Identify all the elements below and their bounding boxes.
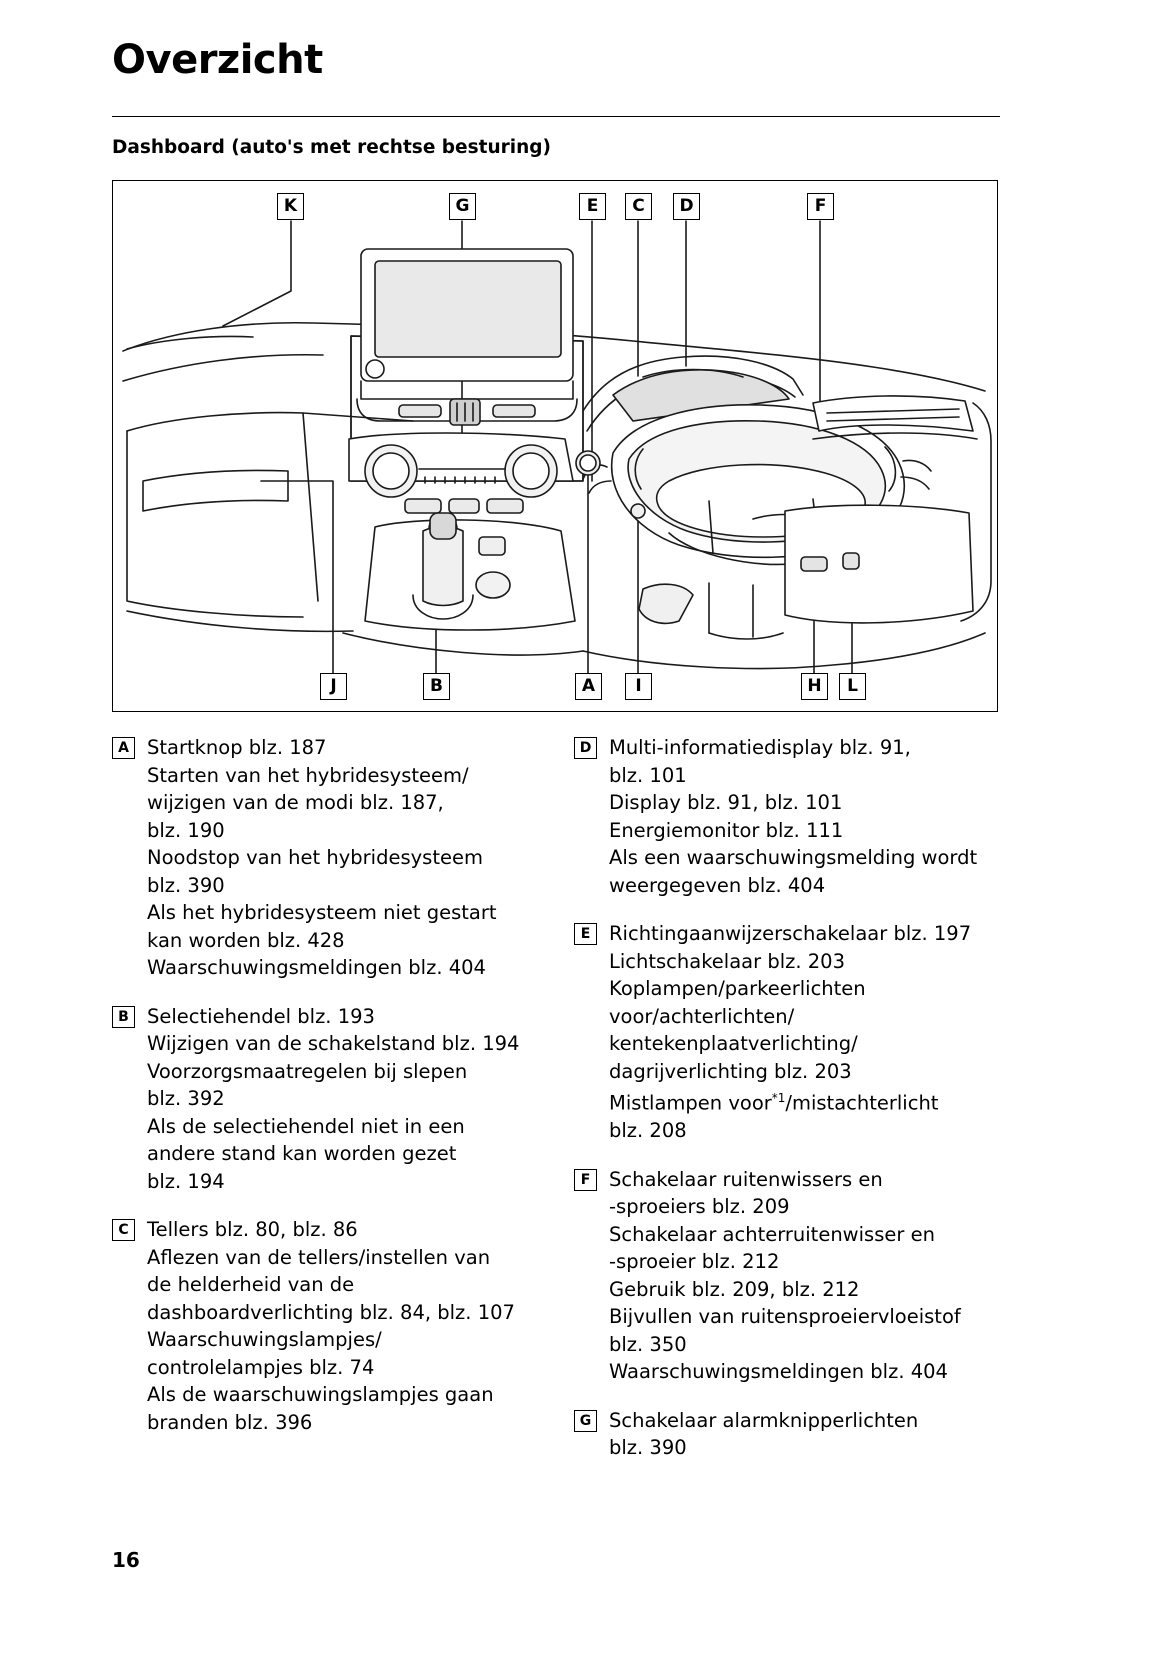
legend-line: Waarschuwingsmeldingen blz. 404 — [147, 956, 486, 979]
legend-line: Noodstop van het hybridesysteem — [147, 846, 483, 869]
legend-entry-c — [112, 1216, 538, 1436]
legend-line: voor/achterlichten/ — [609, 1004, 795, 1028]
callout-d: D — [673, 193, 700, 220]
legend-entry-b — [112, 1003, 538, 1196]
legend-line: Waarschuwingslampjes/ — [147, 1328, 382, 1351]
legend-tag-a: A — [112, 737, 135, 759]
legend-line: Voorzorgsmaatregelen bij slepen — [147, 1059, 468, 1083]
legend-line: kan worden blz. 428 — [147, 928, 345, 952]
legend-tag-b: B — [112, 1006, 135, 1028]
callout-l: L — [839, 673, 866, 700]
section-subtitle: Dashboard (auto's met rechtse besturing) — [112, 137, 551, 158]
legend-text-f — [609, 1166, 1000, 1386]
legend-text-a — [147, 734, 538, 982]
legend-entry-f — [574, 1166, 1000, 1386]
legend-tag-e: E — [574, 923, 597, 945]
dashboard-figure — [112, 180, 998, 712]
page-title: Overzicht — [112, 37, 323, 83]
legend-tag-d: D — [574, 737, 597, 759]
legend-line: Lichtschakelaar blz. 203 — [609, 949, 845, 973]
legend-line: Koplampen/parkeerlichten — [609, 977, 866, 1000]
legend-line: Schakelaar achterruitenwisser en — [609, 1222, 935, 1246]
legend-line: Als het hybridesysteem niet gestart — [147, 901, 497, 924]
legend-line: dashboardverlichting blz. 84, blz. 107 — [147, 1300, 515, 1324]
callout-b: B — [423, 673, 450, 700]
legend-line: Multi-informatiedisplay blz. 91, — [609, 736, 911, 759]
legend-line: -sproeier blz. 212 — [609, 1250, 780, 1273]
legend-line: blz. 390 — [609, 1436, 687, 1459]
title-divider — [112, 116, 1000, 117]
legend-entry-a — [112, 734, 538, 982]
callout-g: G — [449, 193, 476, 220]
legend-line: de helderheid van de — [147, 1273, 355, 1296]
legend-line: branden blz. 396 — [147, 1410, 313, 1434]
legend-line: blz. 350 — [609, 1332, 687, 1356]
legend-entry-e — [574, 920, 1000, 1145]
callout-h: H — [801, 673, 828, 700]
legend-line: Wijzigen van de schakelstand blz. 194 — [147, 1032, 520, 1055]
legend-tag-g: G — [574, 1410, 597, 1432]
callout-j: J — [320, 673, 347, 700]
legend-line: blz. 101 — [609, 763, 687, 787]
legend-line: Startknop blz. 187 — [147, 736, 327, 759]
legend — [112, 734, 1000, 1483]
legend-line: andere stand kan worden gezet — [147, 1142, 457, 1165]
legend-line: Als de selectiehendel niet in een — [147, 1114, 465, 1138]
legend-column-right — [574, 734, 1000, 1483]
legend-text-e — [609, 920, 1000, 1145]
legend-line: Richtingaanwijzerschakelaar blz. 197 — [609, 922, 972, 945]
legend-column-left — [112, 734, 538, 1483]
legend-text-b — [147, 1003, 538, 1196]
callout-i: I — [625, 673, 652, 700]
legend-line: blz. 190 — [147, 818, 225, 842]
legend-tag-f: F — [574, 1169, 597, 1191]
legend-entry-g — [574, 1407, 1000, 1462]
legend-line: Tellers blz. 80, blz. 86 — [147, 1218, 358, 1241]
legend-text-d — [609, 734, 1000, 899]
legend-line: Aflezen van de tellers/instellen van — [147, 1245, 491, 1269]
callout-a: A — [575, 673, 602, 700]
page-content — [112, 0, 1000, 1483]
legend-line: Als een waarschuwingsmelding wordt — [609, 846, 978, 869]
legend-line-mistlampen: Mistlampen voor$^{*1}$/mistachterlicht — [609, 1091, 939, 1115]
legend-line: Schakelaar alarmknipperlichten — [609, 1408, 919, 1432]
legend-line: blz. 208 — [609, 1119, 687, 1142]
legend-line: Als de waarschuwingslampjes gaan — [147, 1383, 494, 1406]
legend-line: wijzigen van de modi blz. 187, — [147, 791, 444, 814]
legend-line: Display blz. 91, blz. 101 — [609, 791, 843, 814]
legend-line: Waarschuwingsmeldingen blz. 404 — [609, 1360, 948, 1383]
legend-line: Selectiehendel blz. 193 — [147, 1004, 375, 1028]
callout-e: E — [579, 193, 606, 220]
legend-tag-c: C — [112, 1219, 135, 1241]
legend-line: blz. 194 — [147, 1169, 225, 1193]
page-number: 16 — [112, 1548, 140, 1572]
legend-line: Starten van het hybridesysteem/ — [147, 763, 469, 787]
legend-line: -sproeiers blz. 209 — [609, 1195, 790, 1218]
legend-line: blz. 392 — [147, 1087, 225, 1110]
legend-line: Bijvullen van ruitensproeiervloeistof — [609, 1305, 961, 1328]
legend-line: kentekenplaatverlichting/ — [609, 1032, 858, 1055]
legend-text-g — [609, 1407, 1000, 1462]
legend-line: Gebruik blz. 209, blz. 212 — [609, 1277, 860, 1301]
legend-entry-d — [574, 734, 1000, 899]
callout-k: K — [277, 193, 304, 220]
legend-line: weergegeven blz. 404 — [609, 873, 826, 897]
legend-text-c — [147, 1216, 538, 1436]
footnote-marker: *1 — [771, 1091, 786, 1105]
legend-line: controlelampjes blz. 74 — [147, 1355, 375, 1379]
callout-f: F — [807, 193, 834, 220]
legend-line: blz. 390 — [147, 873, 225, 897]
callout-c: C — [625, 193, 652, 220]
legend-line: Schakelaar ruitenwissers en — [609, 1167, 883, 1191]
dashboard-illustration — [113, 181, 997, 711]
legend-line: dagrijverlichting blz. 203 — [609, 1059, 852, 1083]
legend-line: Energiemonitor blz. 111 — [609, 818, 844, 842]
